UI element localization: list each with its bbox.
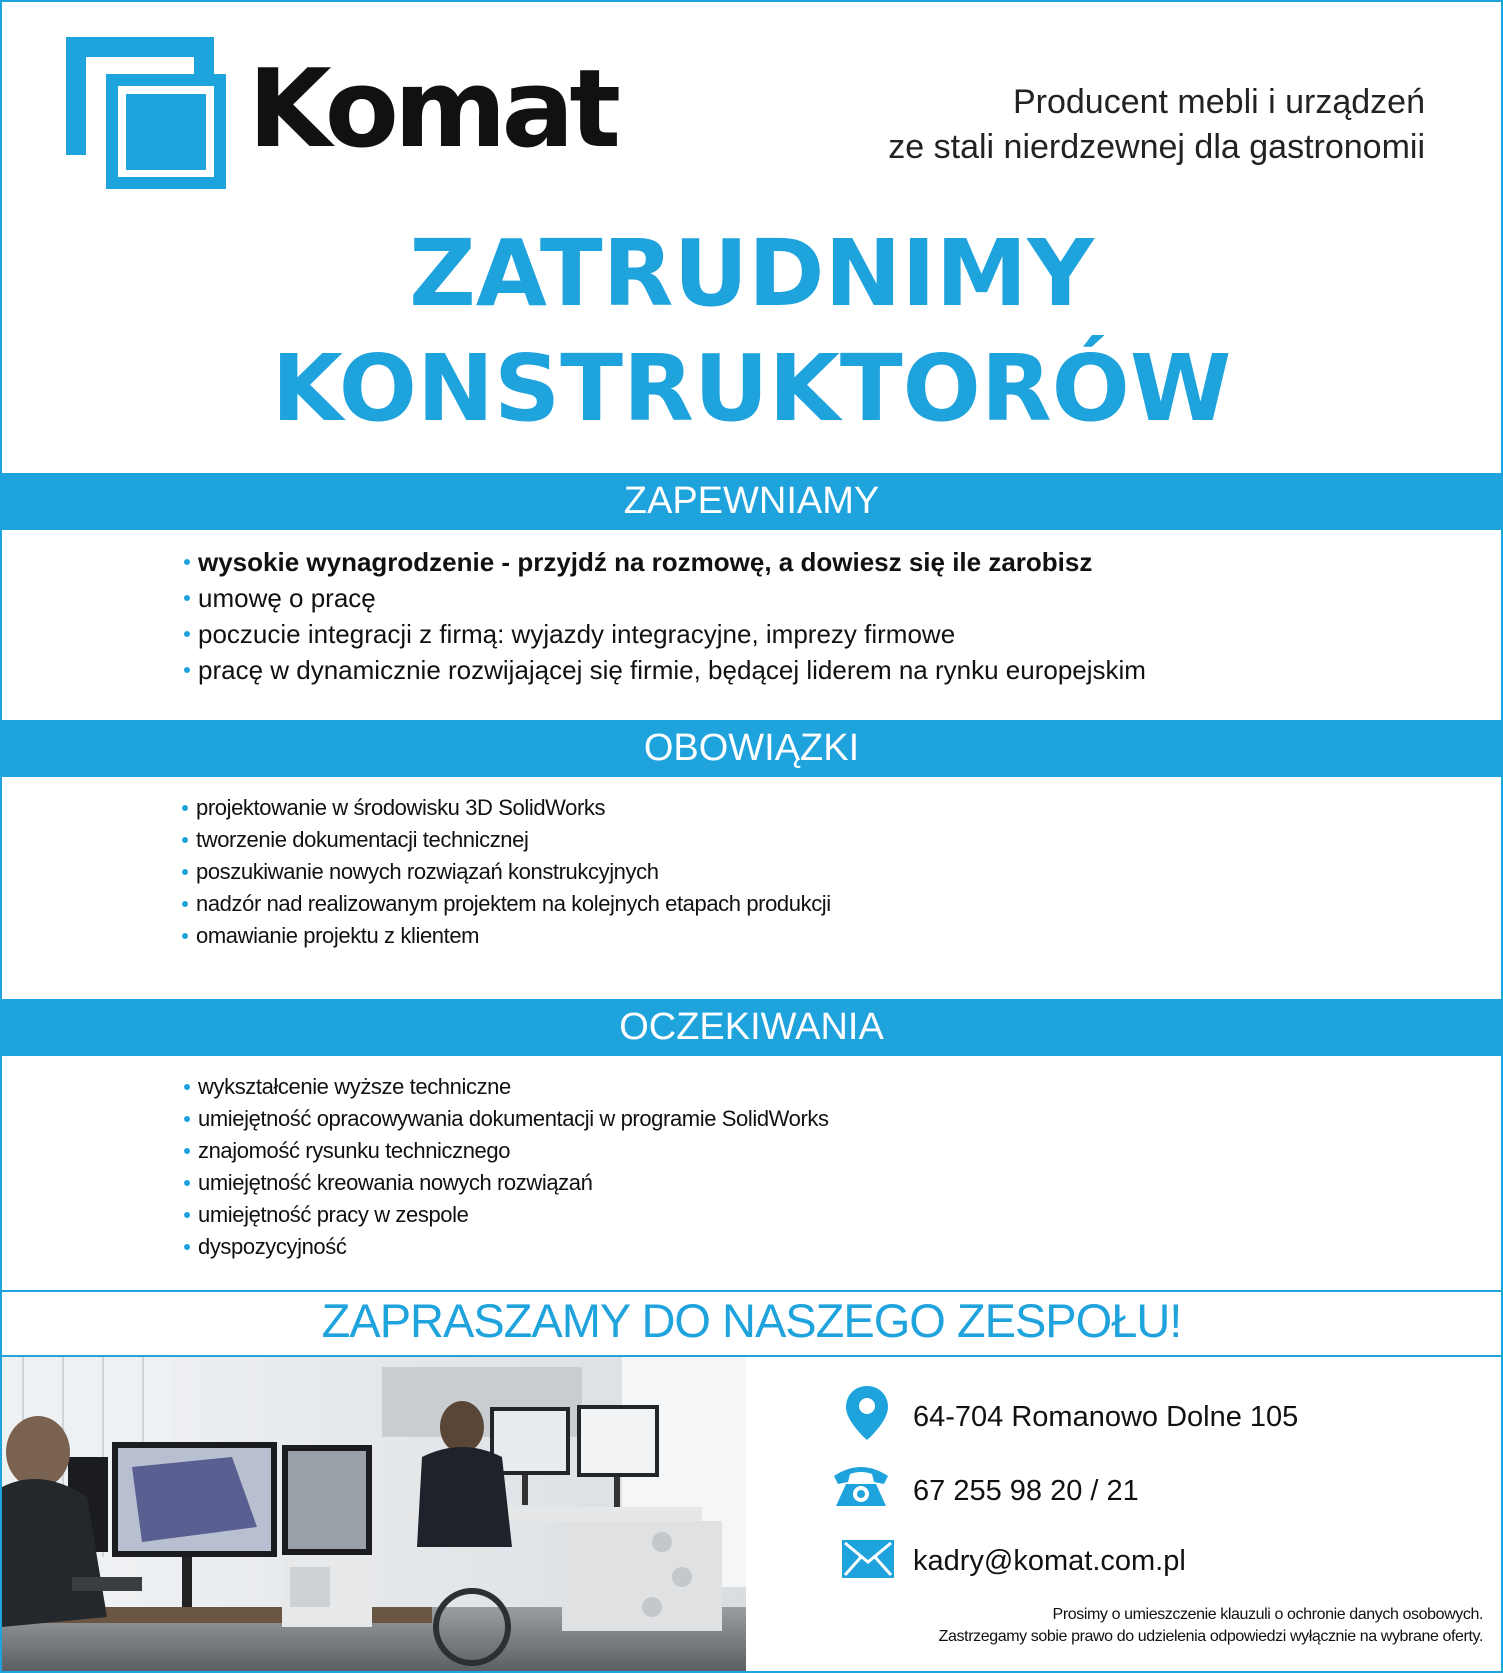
- list-item: pracę w dynamicznie rozwijającej się firmie, będącej liderem na rynku europejskim: [182, 652, 1146, 688]
- list-item: wykształcenie wyższe techniczne: [182, 1071, 829, 1103]
- company-tagline: [888, 80, 1425, 170]
- requirements-list: [182, 1071, 829, 1263]
- list-item: nadzór nad realizowanym projektem na kolejnych etapach produkcji: [180, 888, 831, 920]
- contact-phone: 67 255 98 20 / 21: [913, 1475, 1139, 1507]
- map-pin-icon: [846, 1386, 888, 1440]
- list-item: projektowanie w środowisku 3D SolidWorks: [180, 792, 831, 824]
- list-item: dyspozycyjność: [182, 1231, 829, 1263]
- data-protection-disclaimer: [939, 1604, 1483, 1648]
- disclaimer-line-2: Zastrzegamy sobie prawo do udzielenia odpowiedzi wyłącznie na wybrane oferty.: [938, 1628, 1483, 1645]
- list-item: omawianie projektu z klientem: [180, 920, 831, 952]
- office-photo: [2, 1357, 746, 1671]
- envelope-icon: [842, 1540, 894, 1578]
- list-item: poczucie integracji z firmą: wyjazdy integracyjne, imprezy firmowe: [182, 616, 1146, 652]
- headline-line-2: KONSTRUKTORÓW: [271, 335, 1232, 442]
- list-item: wysokie wynagrodzenie - przyjdź na rozmowę, a dowiesz się ile zarobisz: [182, 544, 1146, 580]
- divider-top: [0, 1290, 1503, 1292]
- section-header-duties: OBOWIĄZKI: [0, 720, 1503, 777]
- tagline-line-2: ze stali nierdzewnej dla gastronomii: [888, 128, 1425, 166]
- list-item: umowę o pracę: [182, 580, 1146, 616]
- list-item: znajomość rysunku technicznego: [182, 1135, 829, 1167]
- contact-email[interactable]: kadry@komat.com.pl: [913, 1545, 1186, 1577]
- list-item: tworzenie dokumentacji technicznej: [180, 824, 831, 856]
- section-header-offer: ZAPEWNIAMY: [0, 473, 1503, 530]
- list-item: poszukiwanie nowych rozwiązań konstrukcyjnych: [180, 856, 831, 888]
- list-item: umiejętność pracy w zespole: [182, 1199, 829, 1231]
- komat-logo-mark: [66, 37, 226, 189]
- offer-list: [182, 544, 1146, 688]
- section-header-requirements: OCZEKIWANIA: [0, 999, 1503, 1056]
- invite-heading: ZAPRASZAMY DO NASZEGO ZESPOŁU!: [321, 1294, 1182, 1347]
- headline-line-1: ZATRUDNIMY: [409, 220, 1094, 327]
- duties-list: [180, 792, 831, 952]
- company-logo-text: Komat: [248, 47, 617, 172]
- disclaimer-line-1: Prosimy o umieszczenie klauzuli o ochronie danych osobowych.: [1052, 1606, 1483, 1623]
- contact-address: 64-704 Romanowo Dolne 105: [913, 1401, 1299, 1433]
- telephone-icon: [832, 1462, 890, 1508]
- tagline-line-1: Producent mebli i urządzeń: [1012, 83, 1425, 121]
- list-item: umiejętność opracowywania dokumentacji w programie SolidWorks: [182, 1103, 829, 1135]
- list-item: umiejętność kreowania nowych rozwiązań: [182, 1167, 829, 1199]
